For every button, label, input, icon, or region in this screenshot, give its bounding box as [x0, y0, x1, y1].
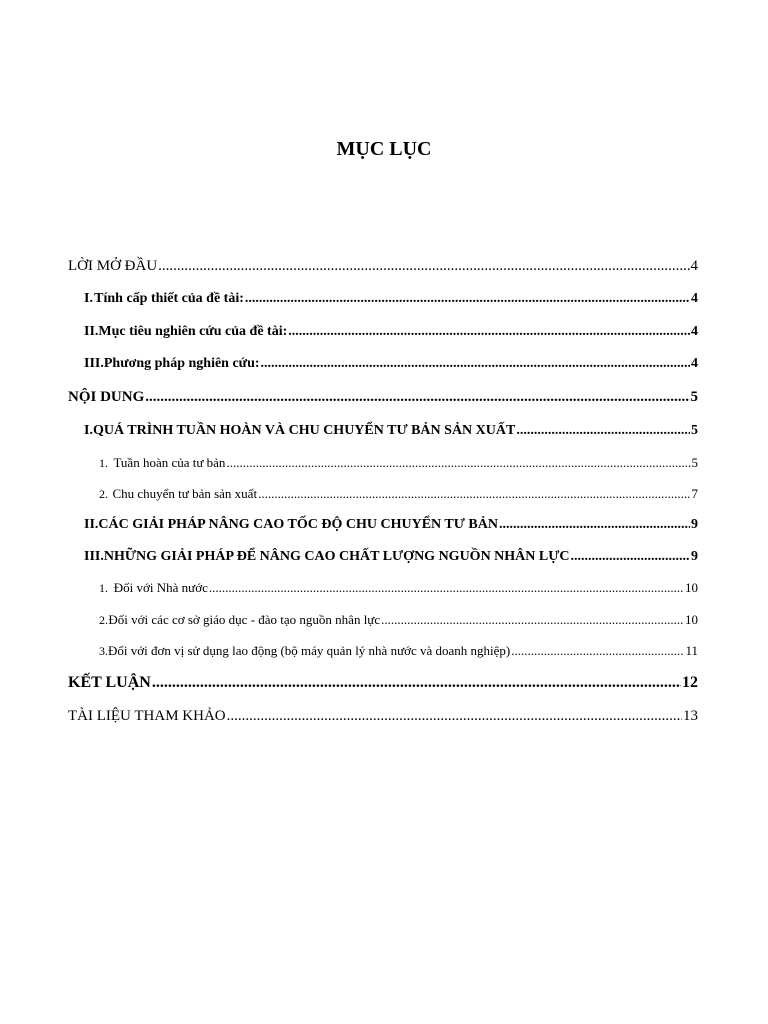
toc-entry[interactable]: [99, 456, 698, 469]
toc-entry-label: Phương pháp nghiên cứu:: [103, 356, 260, 371]
toc-entry-label: LỜI MỞ ĐẦU: [68, 258, 158, 274]
toc-entry-label: Tính cấp thiết của đề tài:: [94, 291, 244, 306]
toc-entry-label: Đối với đơn vị sử dụng lao động (bộ máy quản lý nhà nước và doanh nghiệp): [108, 643, 511, 658]
toc-entry[interactable]: [84, 550, 698, 564]
toc-entry-number: I.: [84, 291, 93, 306]
toc-entry-label: KẾT LUẬN: [68, 674, 151, 691]
toc-leader: [516, 424, 690, 438]
toc-entry-page: 7: [691, 486, 698, 501]
toc-entry-page: 10: [685, 612, 698, 627]
toc-entry-page: 13: [683, 708, 698, 724]
toc-entry-page: 11: [685, 643, 698, 658]
toc-leader: [511, 644, 684, 657]
toc-entry-label: NỘI DUNG: [68, 389, 145, 405]
toc-entry[interactable]: [99, 644, 698, 657]
toc-entry-page: 5: [690, 389, 698, 405]
toc-entry-page: 5: [691, 423, 698, 438]
toc-leader: [152, 675, 681, 691]
toc-entry[interactable]: [84, 325, 698, 339]
toc-leader: [227, 709, 682, 724]
toc-entry[interactable]: [99, 613, 698, 626]
toc-leader: [571, 550, 691, 564]
toc-leader: [499, 518, 690, 532]
page-title: MỤC LỤC: [336, 138, 432, 160]
toc-entry[interactable]: [99, 487, 698, 500]
toc-leader: [261, 357, 690, 371]
toc-entry-page: 4: [690, 258, 698, 274]
toc-entry-page: 9: [691, 549, 698, 564]
toc-entry-page: 5: [691, 455, 698, 470]
toc-entry-label: Đối với Nhà nước: [113, 580, 208, 595]
toc-entry-label: Đối với các cơ sở giáo dục - đào tạo nguồn nhân lực: [108, 612, 381, 627]
toc-leader: [145, 390, 689, 405]
toc-leader: [245, 292, 690, 306]
toc-leader: [226, 456, 690, 469]
toc-entry-label: Tuần hoàn của tư bản: [113, 455, 226, 470]
toc-entry-number: III.: [84, 549, 104, 564]
toc-entry-number: II.: [84, 324, 99, 339]
toc-entry-page: 12: [682, 674, 698, 691]
toc-leader: [381, 613, 684, 626]
toc-entry-label: Mục tiêu nghiên cứu của đề tài:: [98, 324, 288, 339]
toc-entry-number: II.: [84, 517, 99, 532]
toc-entry[interactable]: [84, 292, 698, 306]
toc-entry-page: 9: [691, 517, 698, 532]
toc-entry[interactable]: [68, 390, 698, 405]
toc-entry-number: 3.: [99, 644, 108, 658]
toc-leader: [288, 325, 690, 339]
toc-entry[interactable]: [84, 424, 698, 438]
toc-entry-label: CÁC GIẢI PHÁP NÂNG CAO TỐC ĐỘ CHU CHUYỂN TƯ BẢN: [98, 517, 498, 532]
toc-entry-page: 10: [685, 580, 698, 595]
toc-entry-number: 2.: [99, 487, 108, 501]
toc-entry-number: 2.: [99, 613, 108, 627]
toc-leader: [209, 581, 684, 594]
toc-entry-label: QUÁ TRÌNH TUẦN HOÀN VÀ CHU CHUYỂN TƯ BẢN SẢN XUẤT: [92, 423, 516, 438]
toc-entry-label: NHỮNG GIẢI PHÁP ĐỂ NÂNG CAO CHẤT LƯỢNG NGUỒN NHÂN LỰC: [103, 549, 570, 564]
toc-entry[interactable]: [68, 259, 698, 274]
toc-entry[interactable]: [68, 709, 698, 724]
toc-entry[interactable]: [68, 675, 698, 691]
toc-entry-label: Chu chuyển tư bản sản xuất: [112, 486, 258, 501]
toc-entry-number: I.: [84, 423, 93, 438]
toc-entry-page: 4: [691, 356, 698, 371]
toc-entry-number: 1.: [99, 581, 108, 595]
toc-entry[interactable]: [84, 518, 698, 532]
toc-entry-page: 4: [691, 324, 698, 339]
toc-entry-page: 4: [691, 291, 698, 306]
toc-entry[interactable]: [99, 581, 698, 594]
toc-leader: [158, 259, 689, 274]
toc-entry-number: 1.: [99, 456, 108, 470]
toc-entry-label: TÀI LIỆU THAM KHẢO: [68, 708, 226, 724]
toc-leader: [258, 487, 690, 500]
toc-entry-number: III.: [84, 356, 104, 371]
toc-entry[interactable]: [84, 357, 698, 371]
